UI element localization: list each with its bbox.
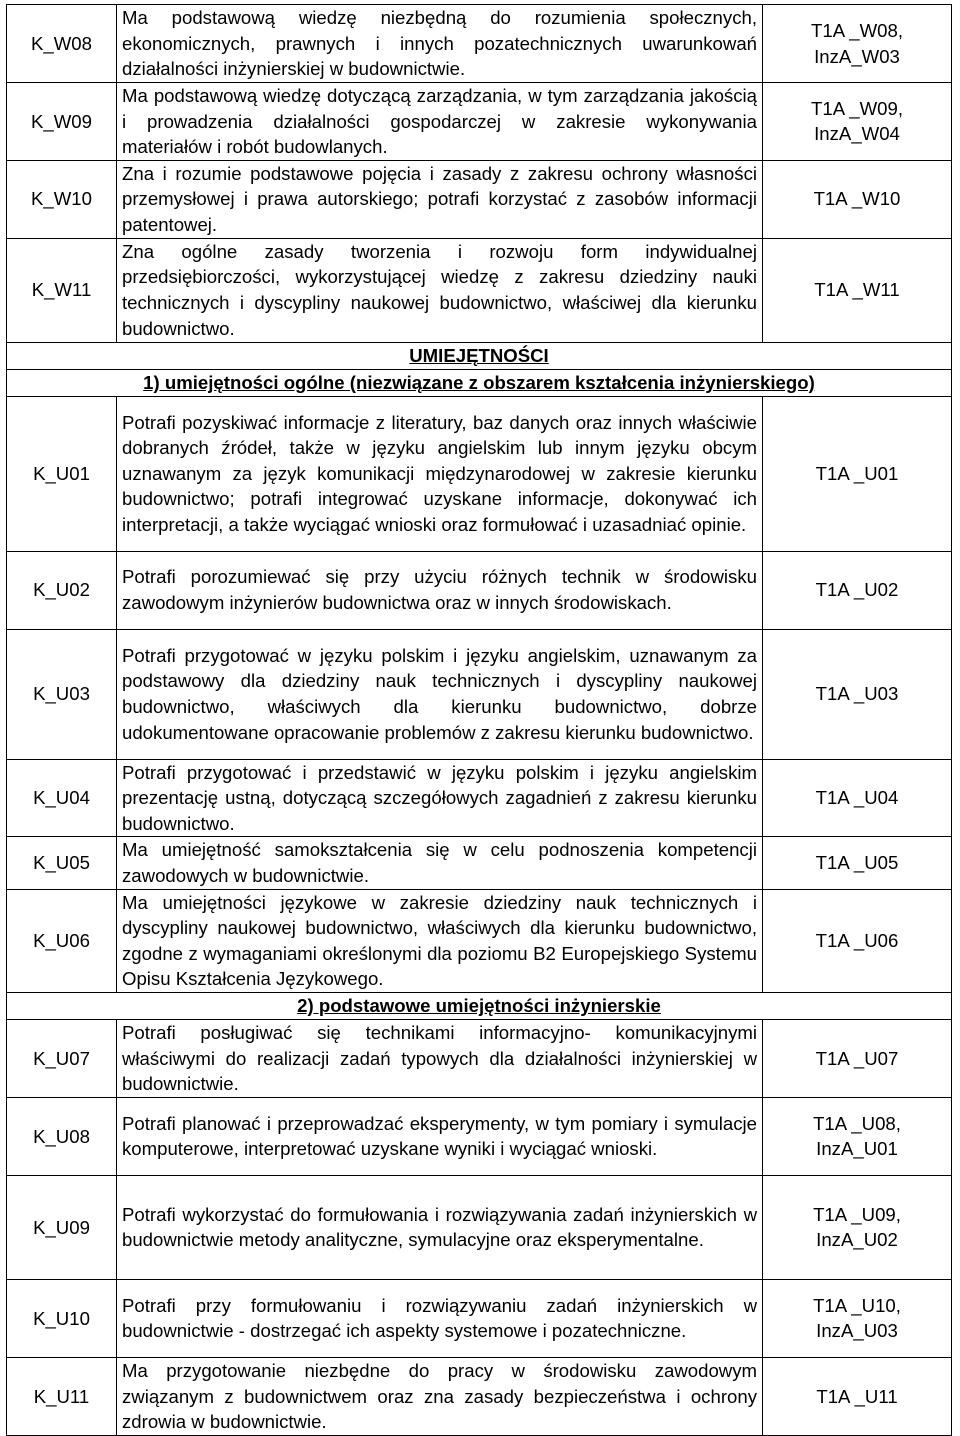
outcome-references	[763, 629, 952, 759]
basic-heading-section	[7, 992, 952, 1019]
skills-heading-section	[7, 342, 952, 396]
reference-code: InzA_W04	[814, 123, 900, 145]
outcome-code: K_U08	[7, 1097, 117, 1175]
outcome-row	[7, 837, 952, 889]
general-skills-rows	[7, 396, 952, 992]
outcome-code: K_U06	[7, 889, 117, 992]
outcome-references	[763, 238, 952, 342]
skills-heading: UMIEJĘTNOŚCI	[7, 342, 952, 369]
reference-code: T1A _W09,	[811, 97, 903, 119]
reference-code: T1A _W10	[813, 188, 901, 210]
outcome-code: K_U01	[7, 396, 117, 551]
outcome-description: Ma umiejętność samokształcenia się w celu podnoszenia kompetencji zawodowych w budownictwie.	[117, 837, 763, 889]
outcome-description: Potrafi porozumiewać się przy użyciu różnych technik w środowisku zawodowym inżynierów budownictwa oraz w innych środowiskach.	[117, 551, 763, 629]
outcome-code: K_W11	[7, 238, 117, 342]
general-skills-heading: 1) umiejętności ogólne (niezwiązane z obszarem kształcenia inżynierskiego)	[7, 369, 952, 396]
basic-skills-rows	[7, 1019, 952, 1435]
outcome-references	[763, 551, 952, 629]
outcome-description: Potrafi posługiwać się technikami informacyjno- komunikacyjnymi właściwymi do realizacji zadań typowych dla działalności inżynierskiej w budownictwie.	[117, 1019, 763, 1097]
outcome-references	[763, 1019, 952, 1097]
reference-code: T1A _U02	[815, 579, 899, 601]
outcome-description: Zna ogólne zasady tworzenia i rozwoju form indywidualnej przedsiębiorczości, wykorzystującej wiedzę z zakresu dziedziny nauki technicznych i dyscypliny naukowej budownictwo, właściwej dla kierunku budownictwo.	[117, 238, 763, 342]
outcome-code: K_W08	[7, 5, 117, 83]
outcome-row	[7, 1279, 952, 1357]
reference-code: T1A _U11	[816, 1385, 898, 1407]
outcome-description: Potrafi przy formułowaniu i rozwiązywaniu zadań inżynierskich w budownictwie - dostrzegać ich aspekty systemowe i pozatechniczne.	[117, 1279, 763, 1357]
outcome-references	[763, 83, 952, 161]
outcome-row	[7, 759, 952, 837]
outcome-row	[7, 396, 952, 551]
outcome-description: Ma podstawową wiedzę niezbędną do rozumienia społecznych, ekonomicznych, prawnych i innych pozatechnicznych uwarunkowań działalności inżynierskiej w budownictwie.	[117, 5, 763, 83]
outcome-description: Ma przygotowanie niezbędne do pracy w środowisku zawodowym związanym z budownictwem oraz zna zasady bezpieczeństwa i ochrony zdrowia w budownictwie.	[117, 1357, 763, 1435]
reference-code: T1A _W08,	[811, 19, 903, 41]
outcome-references	[763, 759, 952, 837]
reference-code: InzA_U02	[816, 1229, 898, 1251]
basic-skills-heading: 2) podstawowe umiejętności inżynierskie	[7, 992, 952, 1019]
outcome-row	[7, 1175, 952, 1279]
reference-code: T1A _W11	[814, 279, 900, 301]
outcome-references	[763, 1357, 952, 1435]
outcome-row	[7, 629, 952, 759]
outcome-code: K_U02	[7, 551, 117, 629]
outcome-references	[763, 1175, 952, 1279]
reference-code: InzA_U01	[816, 1138, 898, 1160]
outcome-description: Potrafi pozyskiwać informacje z literatury, baz danych oraz innych właściwie dobranych źródeł, także w języku angielskim lub innym języku obcym uznawanym za język komunikacji międzynarodowej w zakresie kierunku budownictwo; potrafi integrować uzyskane informacje, dokonywać ich interpretacji, a także wyciągać wnioski oraz formułować i uzasadniać opinie.	[117, 396, 763, 551]
reference-code: T1A _U08,	[813, 1112, 901, 1134]
outcome-row	[7, 1357, 952, 1435]
reference-code: T1A _U06	[815, 929, 899, 951]
reference-code: T1A _U04	[815, 787, 899, 809]
outcome-row	[7, 238, 952, 342]
reference-code: T1A _U03	[815, 683, 899, 705]
outcome-code: K_W09	[7, 83, 117, 161]
outcome-code: K_U11	[7, 1357, 117, 1435]
outcome-references	[763, 1097, 952, 1175]
outcome-row	[7, 889, 952, 992]
outcome-description: Potrafi planować i przeprowadzać eksperymenty, w tym pomiary i symulacje komputerowe, interpretować uzyskane wyniki i wyciągać wnioski.	[117, 1097, 763, 1175]
reference-code: InzA_W03	[814, 45, 900, 67]
outcome-row	[7, 5, 952, 83]
outcome-code: K_U03	[7, 629, 117, 759]
reference-code: T1A _U10,	[813, 1294, 901, 1316]
outcome-references	[763, 5, 952, 83]
reference-code: T1A _U07	[815, 1047, 899, 1069]
skills-heading-row	[7, 342, 952, 369]
outcome-row	[7, 1097, 952, 1175]
outcome-description: Ma umiejętności językowe w zakresie dziedziny nauk technicznych i dyscypliny naukowej budownictwo, właściwych dla kierunku budownictwo, zgodne z wymaganiami określonymi dla poziomu B2 Europejskiego Systemu Opisu Kształcenia Językowego.	[117, 889, 763, 992]
outcome-references	[763, 889, 952, 992]
outcome-description: Zna i rozumie podstawowe pojęcia i zasady z zakresu ochrony własności przemysłowej i prawa autorskiego; potrafi korzystać z zasobów informacji patentowej.	[117, 160, 763, 238]
outcome-code: K_U05	[7, 837, 117, 889]
knowledge-rows	[7, 5, 952, 343]
outcome-code: K_U04	[7, 759, 117, 837]
learning-outcomes-table	[6, 4, 952, 1436]
outcome-references	[763, 160, 952, 238]
outcome-references	[763, 396, 952, 551]
reference-code: T1A _U05	[815, 852, 899, 874]
outcome-references	[763, 837, 952, 889]
outcome-description: Potrafi wykorzystać do formułowania i rozwiązywania zadań inżynierskich w budownictwie metody analityczne, symulacyjne oraz eksperymentalne.	[117, 1175, 763, 1279]
outcome-row	[7, 1019, 952, 1097]
outcome-code: K_U10	[7, 1279, 117, 1357]
outcome-code: K_U07	[7, 1019, 117, 1097]
outcome-description: Ma podstawową wiedzę dotyczącą zarządzania, w tym zarządzania jakością i prowadzenia działalności gospodarczej w zakresie wykonywania materiałów i robót budowlanych.	[117, 83, 763, 161]
outcome-row	[7, 83, 952, 161]
reference-code: T1A _U01	[815, 462, 899, 484]
outcome-row	[7, 160, 952, 238]
outcome-code: K_W10	[7, 160, 117, 238]
general-skills-heading-row	[7, 369, 952, 396]
reference-code: InzA_U03	[816, 1320, 898, 1342]
outcome-code: K_U09	[7, 1175, 117, 1279]
basic-skills-heading-row	[7, 992, 952, 1019]
outcome-references	[763, 1279, 952, 1357]
outcome-description: Potrafi przygotować w języku polskim i języku angielskim, uznawanym za podstawowy dla dziedziny nauk technicznych i dyscypliny naukowej budownictwo, właściwych dla kierunku budownictwo, dobrze udokumentowane opracowanie problemów z zakresu kierunku budownictwo.	[117, 629, 763, 759]
outcome-description: Potrafi przygotować i przedstawić w języku polskim i języku angielskim prezentację ustną, dotyczącą szczegółowych zagadnień z zakresu kierunku budownictwo.	[117, 759, 763, 837]
outcome-row	[7, 551, 952, 629]
reference-code: T1A _U09,	[813, 1203, 901, 1225]
